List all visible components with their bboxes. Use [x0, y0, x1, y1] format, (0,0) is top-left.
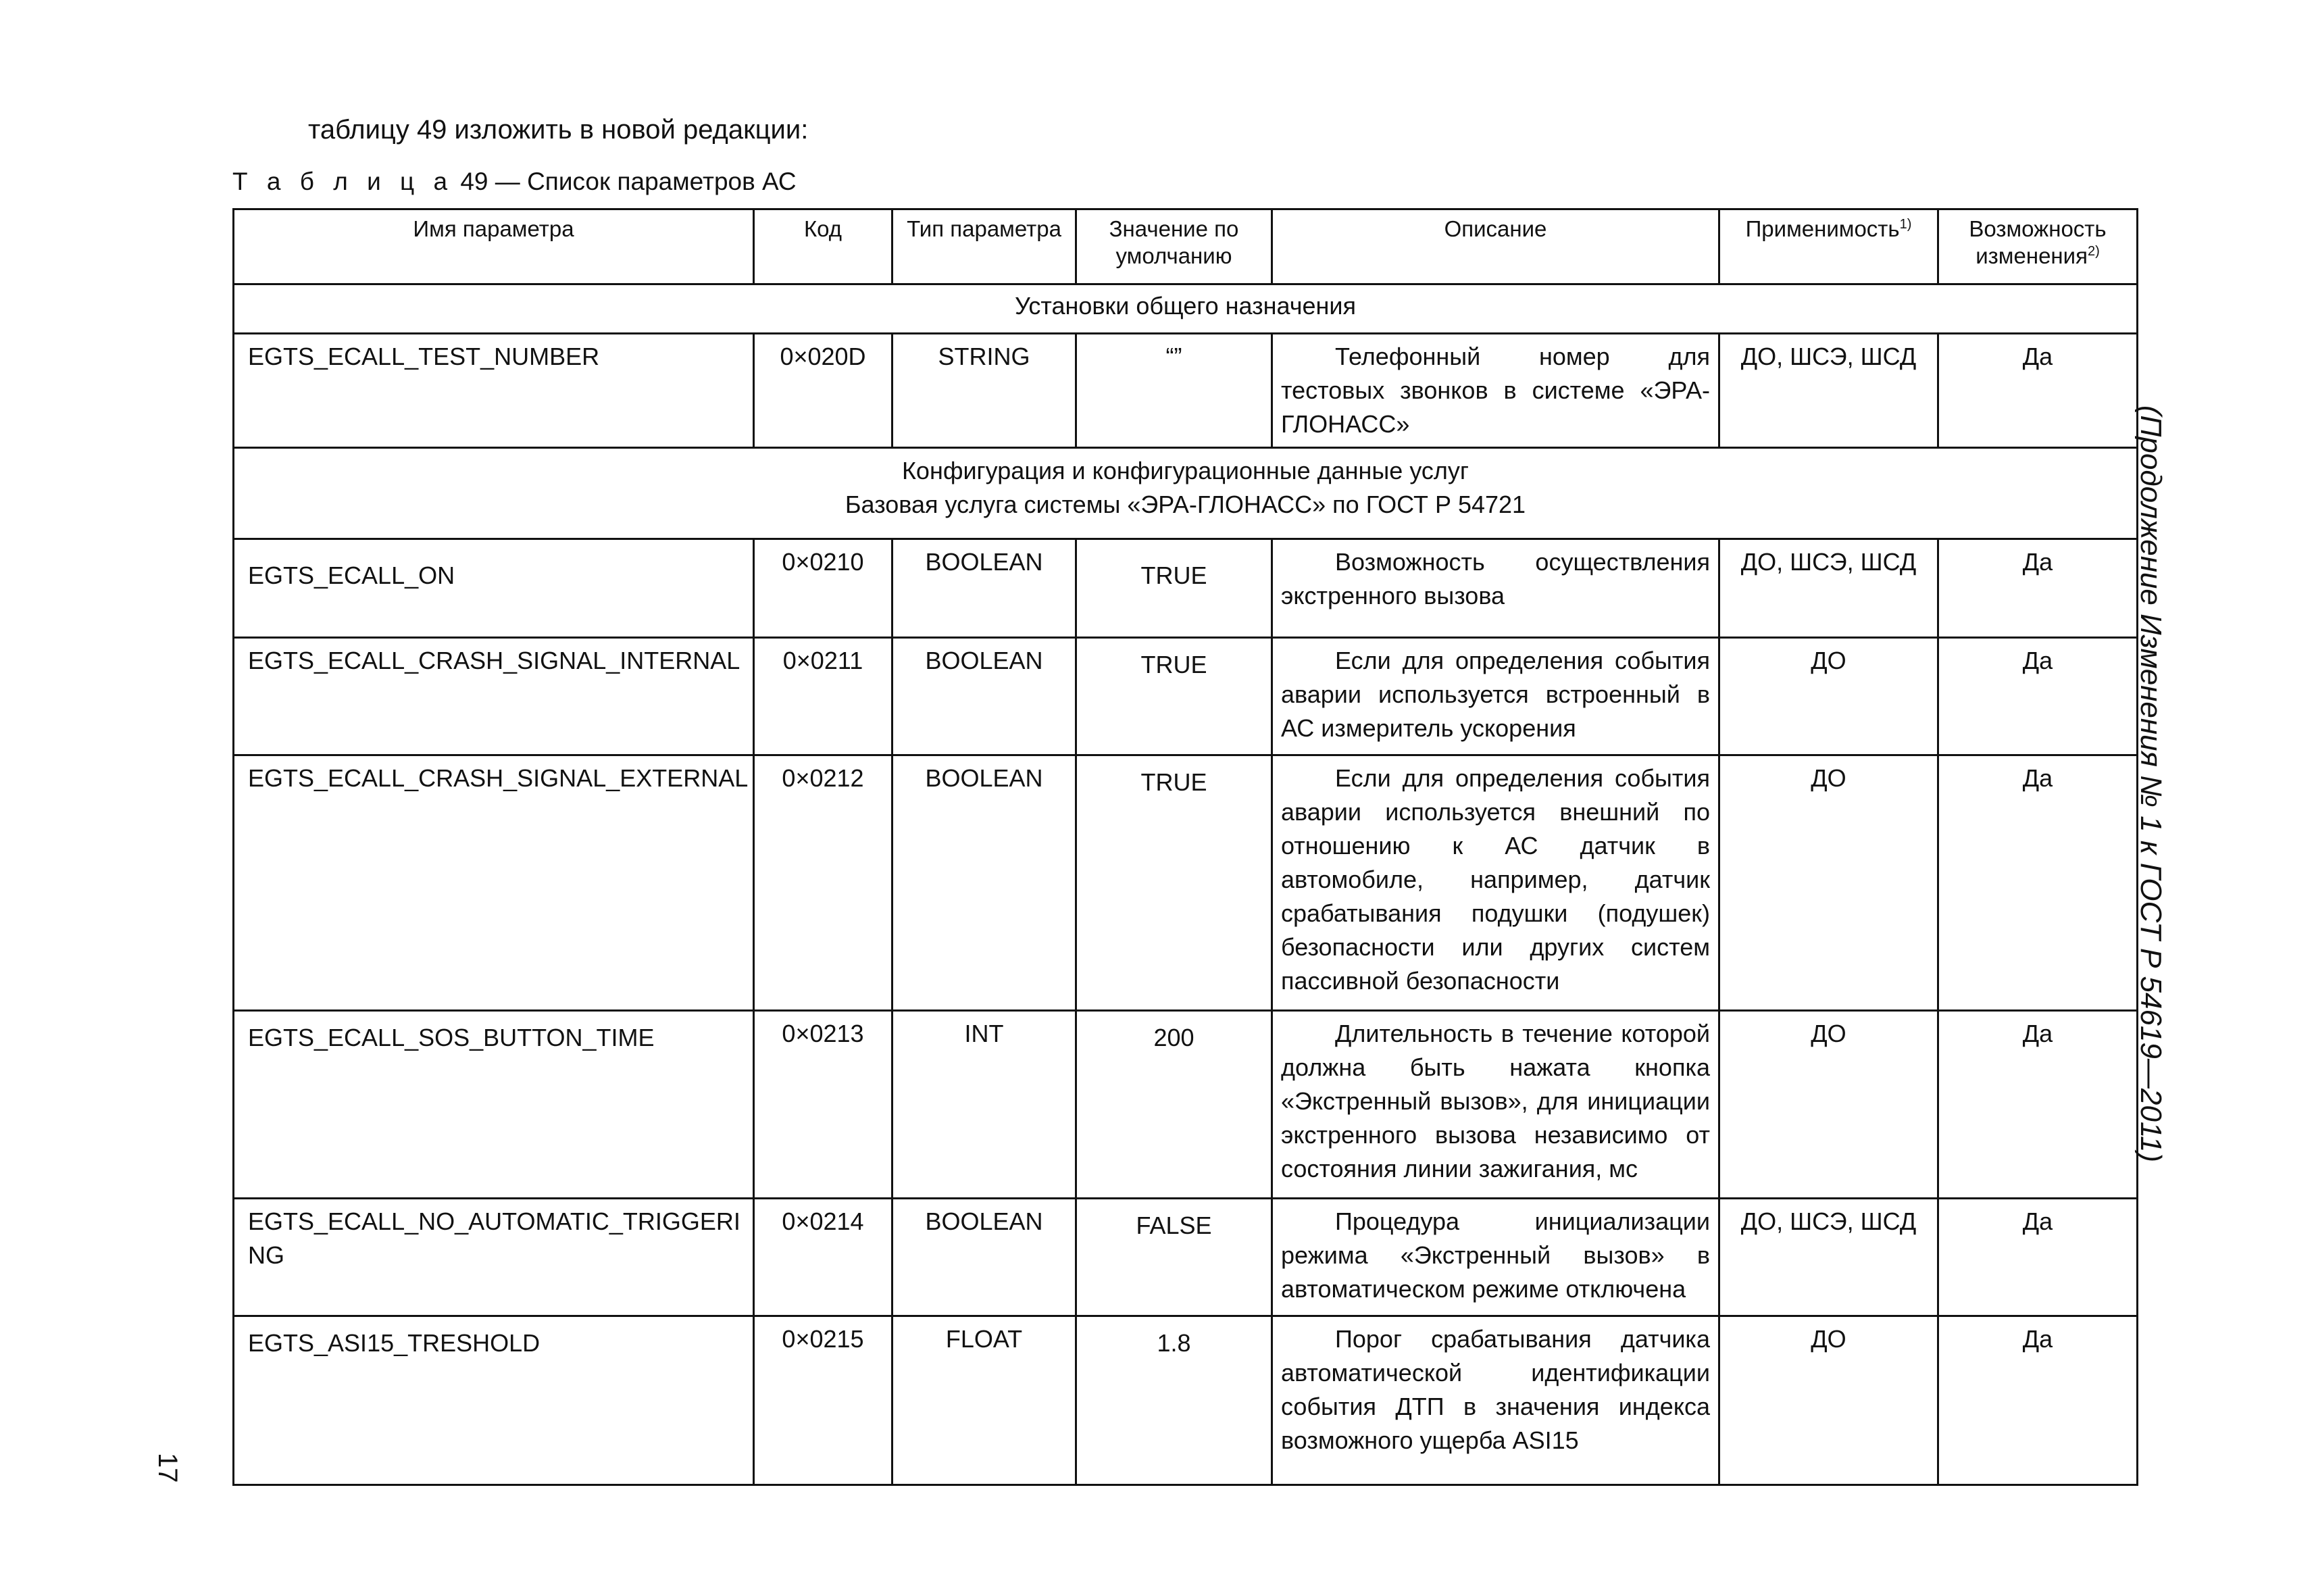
- header-description: Описание: [1272, 209, 1719, 284]
- table-row: [234, 1011, 2138, 1199]
- cell-changeable: Да: [1938, 755, 2138, 1011]
- table-row: [234, 755, 2138, 1011]
- page-number: 17: [153, 1453, 182, 1483]
- cell-changeable: Да: [1938, 1199, 2138, 1316]
- cell-description: Длительность в течение которой должна быть нажата кнопка «Экстренный вызов», для инициации экстренного вызова независимо от состояния линии зажигания, мс: [1272, 1011, 1719, 1199]
- cell-changeable: Да: [1938, 1011, 2138, 1199]
- cell-type: BOOLEAN: [892, 638, 1076, 755]
- cell-description: Порог срабатывания датчика автоматической идентификации события ДТП в значения индекса возможного ущерба ASI15: [1272, 1316, 1719, 1485]
- table-caption-title: 49 — Список параметров АС: [453, 168, 797, 195]
- table-row: [234, 1316, 2138, 1485]
- table-header-row: [234, 209, 2138, 284]
- cell-default: “”: [1076, 334, 1272, 448]
- cell-code: 0×0215: [754, 1316, 892, 1485]
- section-subtitle: Базовая услуга системы «ЭРА-ГЛОНАСС» по ГОСТ Р 54721: [845, 491, 1526, 518]
- header-applicability: [1719, 209, 1938, 284]
- cell-default: FALSE: [1076, 1199, 1272, 1316]
- cell-default: TRUE: [1076, 539, 1272, 638]
- cell-name: EGTS_ECALL_ON: [234, 539, 754, 638]
- cell-applicability: ДО, ШСЭ, ШСД: [1719, 334, 1938, 448]
- cell-type: BOOLEAN: [892, 1199, 1076, 1316]
- section-row: [234, 448, 2138, 539]
- cell-type: INT: [892, 1011, 1076, 1199]
- cell-description: Телефонный номер для тестовых звонков в системе «ЭРА-ГЛОНАСС»: [1272, 334, 1719, 448]
- header-changeable-note: 2): [2087, 244, 2100, 259]
- cell-description: Процедура инициализации режима «Экстренный вызов» в автоматическом режиме отключена: [1272, 1199, 1719, 1316]
- intro-text: таблицу 49 изложить в новой редакции:: [308, 115, 809, 145]
- cell-changeable: Да: [1938, 638, 2138, 755]
- cell-default: TRUE: [1076, 755, 1272, 1011]
- cell-code: 0×020D: [754, 334, 892, 448]
- cell-type: BOOLEAN: [892, 755, 1076, 1011]
- table-caption: [232, 168, 797, 196]
- header-changeable-label: Возможность изменения: [1969, 216, 2107, 268]
- cell-description: Возможность осуществления экстренного вызова: [1272, 539, 1719, 638]
- table-row: [234, 334, 2138, 448]
- cell-applicability: ДО: [1719, 1316, 1938, 1485]
- cell-default: 200: [1076, 1011, 1272, 1199]
- cell-changeable: Да: [1938, 1316, 2138, 1485]
- cell-applicability: ДО: [1719, 1011, 1938, 1199]
- cell-changeable: Да: [1938, 539, 2138, 638]
- table-row: [234, 539, 2138, 638]
- header-name: Имя параметра: [234, 209, 754, 284]
- cell-changeable: Да: [1938, 334, 2138, 448]
- cell-description: Если для определения события аварии используется внешний по отношению к АС датчик в автомобиле, например, датчик срабатывания подушки (подушек) безопасности или других систем пассивной безопасности: [1272, 755, 1719, 1011]
- cell-type: BOOLEAN: [892, 539, 1076, 638]
- cell-code: 0×0213: [754, 1011, 892, 1199]
- section-title: Установки общего назначения: [234, 284, 2138, 334]
- table-row: [234, 1199, 2138, 1316]
- section-header: [234, 448, 2138, 539]
- header-code: Код: [754, 209, 892, 284]
- table-caption-prefix: Т а б л и ц а: [232, 168, 454, 195]
- cell-name: EGTS_ECALL_CRASH_SIGNAL_INTERNAL: [234, 638, 754, 755]
- cell-code: 0×0211: [754, 638, 892, 755]
- header-type: Тип параметра: [892, 209, 1076, 284]
- cell-code: 0×0212: [754, 755, 892, 1011]
- cell-name: EGTS_ECALL_NO_AUTOMATIC_TRIGGERING: [234, 1199, 754, 1316]
- cell-description: Если для определения события аварии используется встроенный в АС измеритель ускорения: [1272, 638, 1719, 755]
- header-changeable: [1938, 209, 2138, 284]
- parameters-table: [232, 208, 2138, 1486]
- cell-type: FLOAT: [892, 1316, 1076, 1485]
- continuation-note: (Продолжение Изменения № 1 к ГОСТ Р 54619—2011): [2134, 405, 2167, 1163]
- cell-name: EGTS_ECALL_SOS_BUTTON_TIME: [234, 1011, 754, 1199]
- header-applicability-label: Применимость: [1745, 216, 1900, 241]
- table-row: [234, 638, 2138, 755]
- cell-code: 0×0214: [754, 1199, 892, 1316]
- cell-type: STRING: [892, 334, 1076, 448]
- section-row: [234, 284, 2138, 334]
- header-applicability-note: 1): [1899, 217, 1912, 232]
- cell-applicability: ДО, ШСЭ, ШСД: [1719, 1199, 1938, 1316]
- cell-name: EGTS_ECALL_TEST_NUMBER: [234, 334, 754, 448]
- header-default: Значение по умолчанию: [1076, 209, 1272, 284]
- cell-default: 1.8: [1076, 1316, 1272, 1485]
- cell-code: 0×0210: [754, 539, 892, 638]
- cell-default: TRUE: [1076, 638, 1272, 755]
- section-title: Конфигурация и конфигурационные данные услуг: [901, 457, 1469, 484]
- cell-applicability: ДО: [1719, 755, 1938, 1011]
- cell-applicability: ДО, ШСЭ, ШСД: [1719, 539, 1938, 638]
- cell-name: EGTS_ECALL_CRASH_SIGNAL_EXTERNAL: [234, 755, 754, 1011]
- cell-applicability: ДО: [1719, 638, 1938, 755]
- cell-name: EGTS_ASI15_TRESHOLD: [234, 1316, 754, 1485]
